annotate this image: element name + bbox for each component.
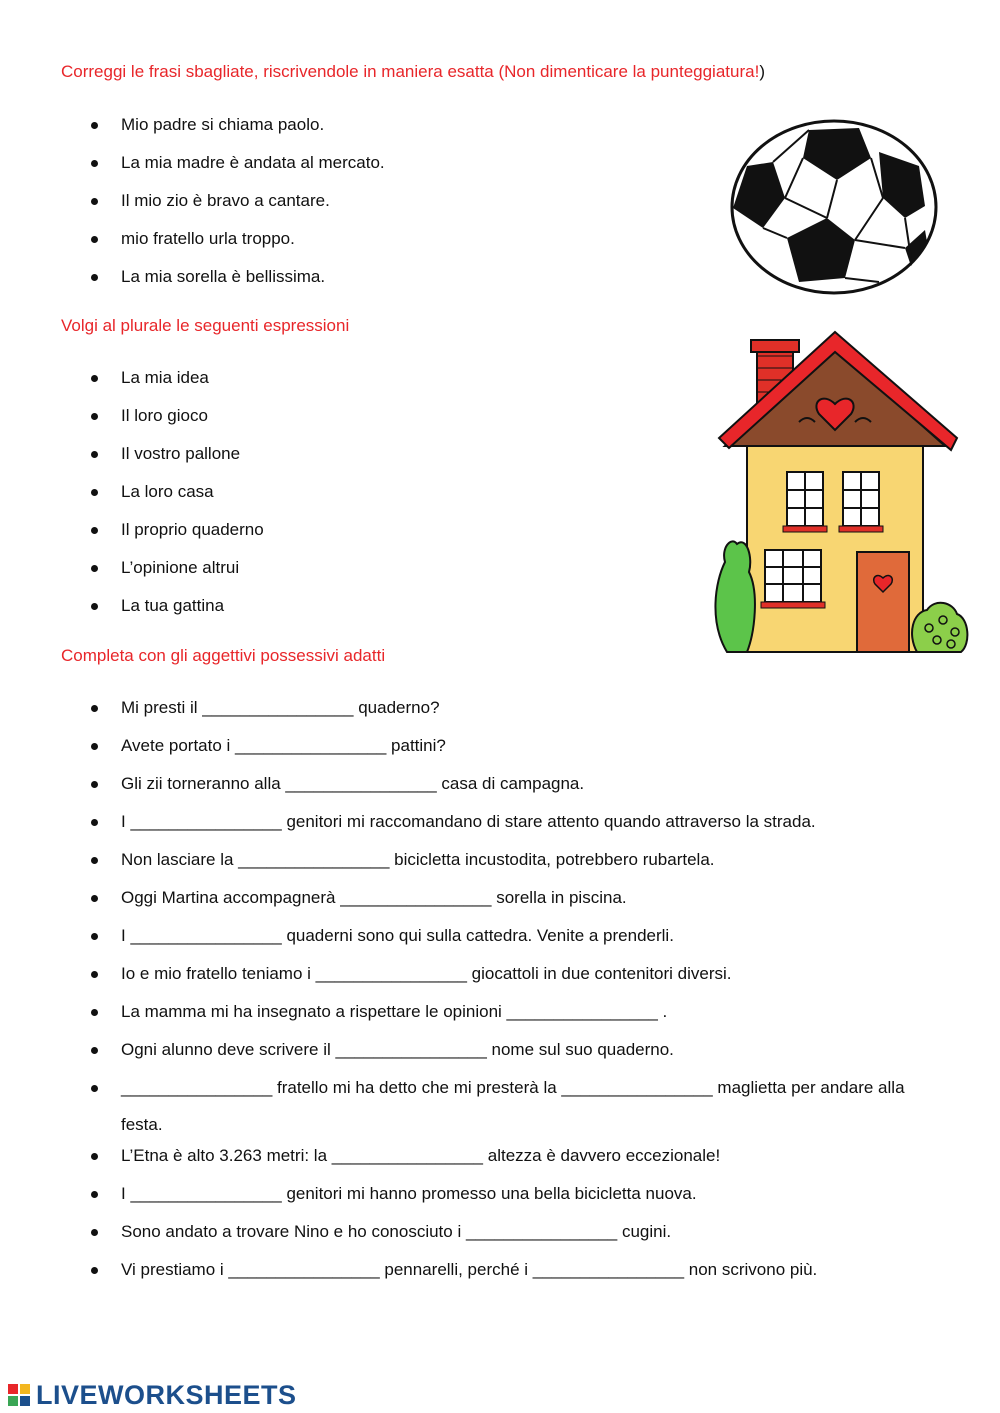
list-item: Gli zii torneranno alla ________________ casa di campagna. <box>0 773 941 811</box>
list-item: Sono andato a trovare Nino e ho conosciuto i ________________ cugini. <box>0 1221 941 1259</box>
soccer-ball-illustration <box>729 118 939 296</box>
list-item: Mio padre si chiama paolo. <box>0 114 385 152</box>
section2-title: Volgi al plurale le seguenti espressioni <box>61 316 350 335</box>
list-item: Avete portato i ________________ pattini? <box>0 735 941 773</box>
list-item: La mamma mi ha insegnato a rispettare le opinioni ________________ . <box>0 1001 941 1039</box>
list-item: La mia idea <box>0 367 264 405</box>
list-item: Mi presti il ________________ quaderno? <box>0 697 941 735</box>
list-item: I ________________ quaderni sono qui sulla cattedra. Venite a prenderli. <box>0 925 941 963</box>
section2-list <box>0 367 264 633</box>
list-item: La mia madre è andata al mercato. <box>0 152 385 190</box>
list-item: Oggi Martina accompagnerà ________________ sorella in piscina. <box>0 887 941 925</box>
list-item: Vi prestiamo i ________________ pennarelli, perché i ________________ non scrivono più. <box>0 1259 941 1297</box>
list-item: Ogni alunno deve scrivere il ________________ nome sul suo quaderno. <box>0 1039 941 1077</box>
list-item: mio fratello urla troppo. <box>0 228 385 266</box>
list-item: La tua gattina <box>0 595 264 633</box>
list-item: L’Etna è alto 3.263 metri: la ________________ altezza è davvero eccezionale! <box>0 1145 941 1183</box>
list-item: Il vostro pallone <box>0 443 264 481</box>
house-illustration <box>707 322 975 658</box>
section3-list <box>0 697 941 1297</box>
section1-title: Correggi le frasi sbagliate, riscrivendole in maniera esatta (Non dimenticare la punteggiatura!) <box>61 62 765 81</box>
list-item: L’opinione altrui <box>0 557 264 595</box>
list-item: La mia sorella è bellissima. <box>0 266 385 304</box>
liveworksheets-badge-icon <box>8 1384 30 1406</box>
list-item: I ________________ genitori mi raccomandano di stare attento quando attraverso la strada. <box>0 811 941 849</box>
list-item: ________________ fratello mi ha detto che mi presterà la ________________ maglietta per andare alla festa. <box>0 1069 941 1145</box>
list-item: Io e mio fratello teniamo i ________________ giocattoli in due contenitori diversi. <box>0 963 941 1001</box>
list-item: Non lasciare la ________________ bicicletta incustodita, potrebbero rubartela. <box>0 849 941 887</box>
brand-name: LIVEWORKSHEETS <box>36 1379 297 1410</box>
section3-title: Completa con gli aggettivi possessivi adatti <box>61 646 386 665</box>
list-item: Il mio zio è bravo a cantare. <box>0 190 385 228</box>
list-item: Il proprio quaderno <box>0 519 264 557</box>
list-item: I ________________ genitori mi hanno promesso una bella bicicletta nuova. <box>0 1183 941 1221</box>
liveworksheets-logo <box>8 1380 297 1410</box>
section1-list <box>0 114 385 304</box>
list-item: Il loro gioco <box>0 405 264 443</box>
list-item: La loro casa <box>0 481 264 519</box>
